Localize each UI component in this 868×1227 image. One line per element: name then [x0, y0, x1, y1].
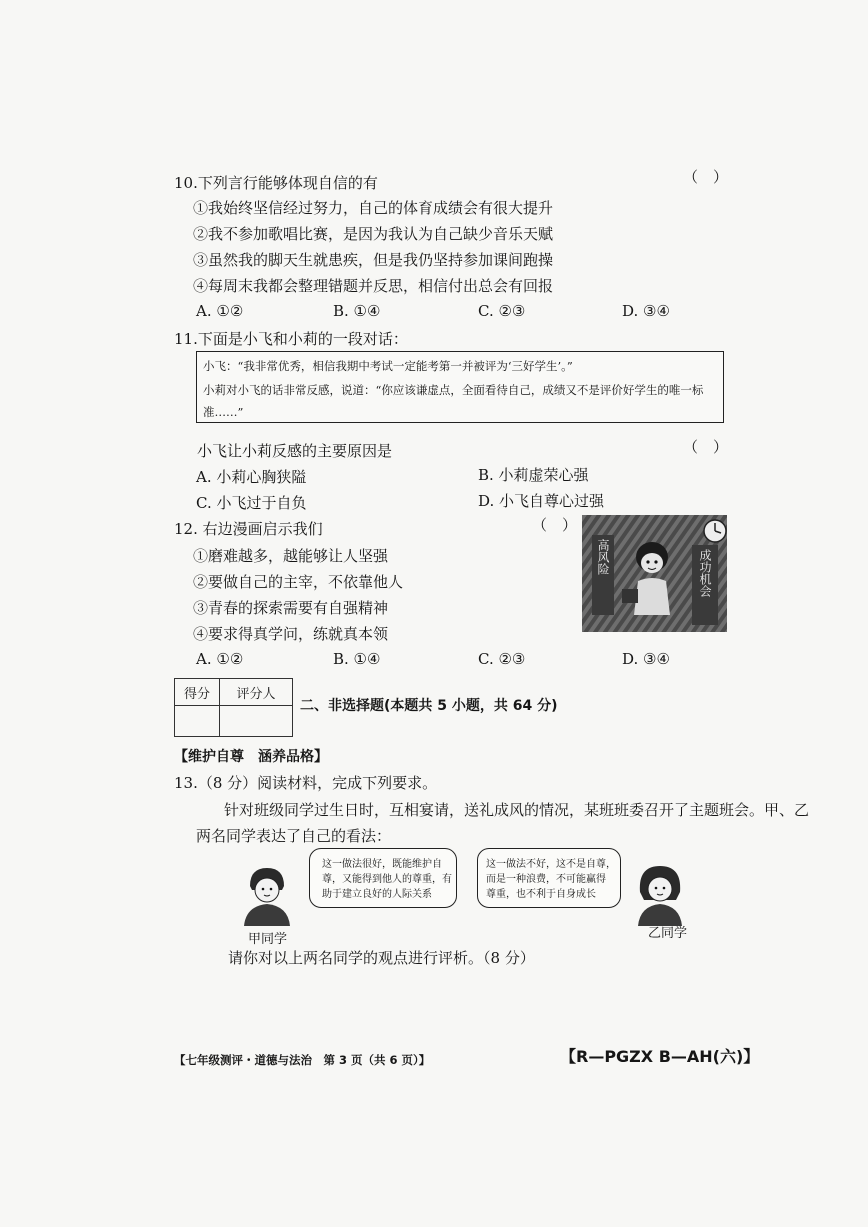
bubble-a-line-1: 这一做法很好，既能维护自 [322, 859, 442, 870]
q10-option-d: D. ③④ [622, 302, 670, 320]
score-cell [175, 706, 220, 737]
q12-option-a: A. ①② [196, 650, 244, 668]
q11-option-d: D. 小飞自尊心过强 [478, 492, 605, 510]
bubble-b-line-3: 尊重，也不利于自身成长 [486, 889, 596, 900]
q13-stem: 13.（8 分）阅读材料，完成下列要求。 [174, 774, 438, 792]
grader-label: 评分人 [220, 679, 293, 706]
bubble-b-line-1: 这一做法不好，这不是自尊， [486, 859, 616, 870]
q12-item-4: ④要求得真学问，练就真本领 [193, 625, 389, 643]
q12-item-3: ③青春的探索需要有自强精神 [193, 599, 389, 617]
student-a-speech-bubble [309, 848, 457, 908]
q10-item-1: ①我始终坚信经过努力，自己的体育成绩会有很大提升 [193, 199, 554, 217]
q11-answer-paren: （ ） [683, 438, 729, 456]
q10-item-2: ②我不参加歌唱比赛，是因为我认为自己缺少音乐天赋 [193, 225, 554, 243]
q11-dialog-line-2: 小莉对小飞的话非常反感，说道：“你应该谦虚点，全面看待自己，成绩又不是评价好学生的唯一标 [203, 383, 704, 397]
q10-option-a: A. ①② [196, 302, 244, 320]
grader-cell [220, 706, 293, 737]
q10-option-c: C. ②③ [478, 302, 526, 320]
q10-answer-paren: （ ） [683, 168, 729, 186]
q13-ask: 请你对以上两名同学的观点进行评析。（8 分） [228, 949, 535, 967]
student-b-speech-bubble [477, 848, 621, 908]
q12-stem: 12. 右边漫画启示我们 [174, 520, 323, 538]
bubble-b-line-2: 而是一种浪费，不可能赢得 [486, 874, 606, 885]
q11-dialog-box [196, 351, 724, 423]
q12-item-2: ②要做自己的主宰，不依靠他人 [193, 573, 404, 591]
score-table [174, 678, 293, 737]
q13-paragraph-1: 针对班级同学过生日时，互相宴请，送礼成风的情况，某班班委召开了主题班会。甲、乙 [224, 801, 810, 819]
q11-dialog-line-3: 准……” [203, 405, 244, 419]
student-b-figure [630, 862, 690, 926]
q10-item-4: ④每周末我都会整理错题并反思，相信付出总会有回报 [193, 277, 554, 295]
q12-item-1: ①磨难越多，越能够让人坚强 [193, 547, 389, 565]
score-label: 得分 [175, 679, 220, 706]
theme-heading: 【维护自尊 涵养品格】 [174, 749, 328, 765]
section-2-title: 二、非选择题(本题共 5 小题，共 64 分) [300, 698, 558, 714]
q12-answer-paren: （ ） [532, 516, 578, 534]
footer-left: 【七年级测评・道德与法治 第 3 页（共 6 页）】 [174, 1053, 431, 1067]
student-a-label: 甲同学 [248, 932, 288, 947]
q11-option-a: A. 小莉心胸狭隘 [196, 468, 307, 486]
student-a-figure [238, 864, 296, 926]
q11-dialog-line-1: 小飞：“我非常优秀，相信我期中考试一定能考第一并被评为‘三好学生’。” [203, 359, 573, 373]
q11-question: 小飞让小莉反感的主要原因是 [197, 442, 393, 460]
q12-cartoon [582, 515, 727, 632]
q12-cartoon-right-label: 成功机会 [698, 549, 712, 597]
q12-option-c: C. ②③ [478, 650, 526, 668]
bubble-a-line-3: 助于建立良好的人际关系 [322, 889, 432, 900]
q13-paragraph-2: 两名同学表达了自己的看法： [196, 827, 392, 845]
q12-cartoon-left-label: 高风险 [596, 539, 610, 575]
q11-option-c: C. 小飞过于自负 [196, 494, 307, 512]
q10-stem: 10.下列言行能够体现自信的有 [174, 174, 378, 192]
bubble-a-line-2: 尊，又能得到他人的尊重，有 [322, 874, 452, 885]
q10-option-b: B. ①④ [333, 302, 381, 320]
q10-item-3: ③虽然我的脚天生就患疾，但是我仍坚持参加课间跑操 [193, 251, 554, 269]
q11-option-b: B. 小莉虚荣心强 [478, 466, 589, 484]
footer-right: 【R—PGZX B—AH(六)】 [560, 1047, 760, 1066]
student-b-label: 乙同学 [648, 926, 688, 941]
q12-option-d: D. ③④ [622, 650, 670, 668]
q11-stem: 11.下面是小飞和小莉的一段对话： [174, 330, 408, 348]
q12-option-b: B. ①④ [333, 650, 381, 668]
